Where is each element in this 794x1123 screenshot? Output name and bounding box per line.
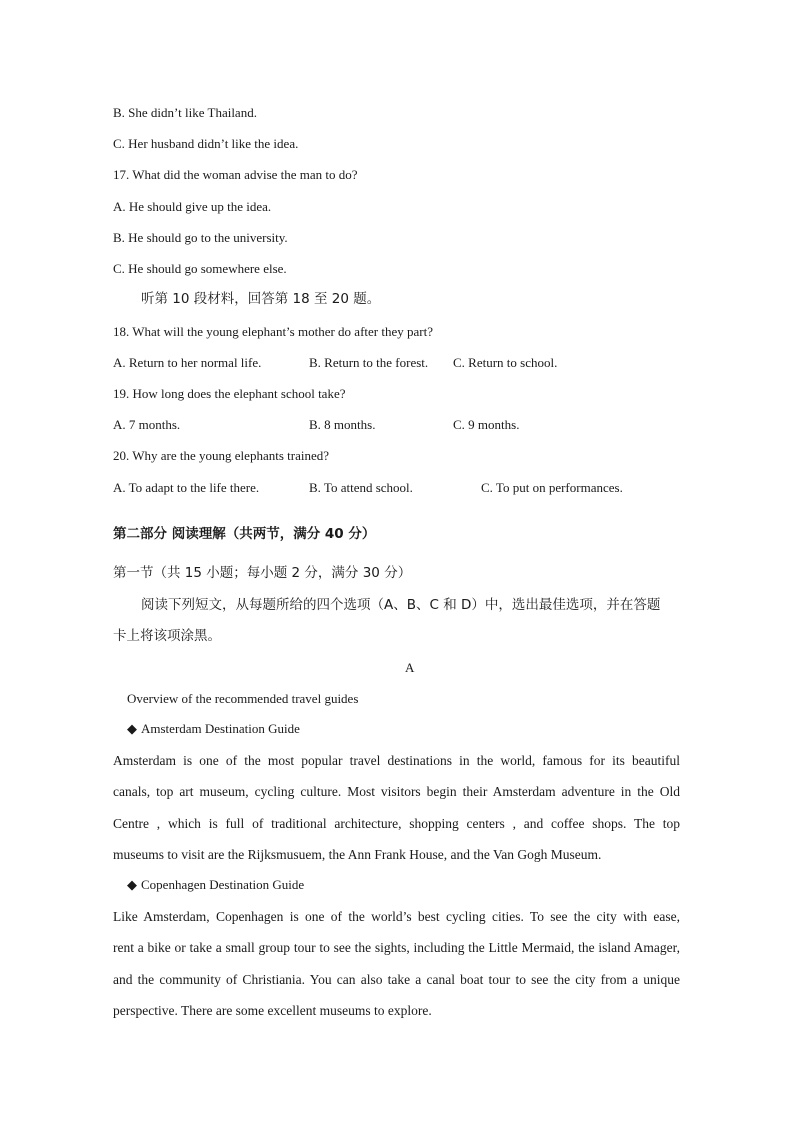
amsterdam-line-1: Amsterdam is one of the most popular travel destinations in the world, famous for its beautiful <box>113 753 680 768</box>
q17-option-a: A. He should give up the idea. <box>113 199 272 214</box>
section10-instruction: 听第 10 段材料，回答第 18 至 20 题。 <box>141 291 381 307</box>
q16-option-c: C. Her husband didn’t like the idea. <box>113 136 299 151</box>
q17-option-c: C. He should go somewhere else. <box>113 261 287 276</box>
copenhagen-line-4: perspective. There are some excellent museums to explore. <box>113 1003 432 1018</box>
amsterdam-heading-text: Amsterdam Destination Guide <box>141 721 300 736</box>
copenhagen-heading-text: Copenhagen Destination Guide <box>141 877 305 892</box>
passage-label: A <box>405 660 415 675</box>
q19-question: 19. How long does the elephant school take? <box>113 386 346 401</box>
amsterdam-heading <box>127 721 300 737</box>
q19-option-c: C. 9 months. <box>453 417 520 432</box>
q20-option-b: B. To attend school. <box>309 480 413 495</box>
q18-option-a: A. Return to her normal life. <box>113 355 262 370</box>
amsterdam-line-3: Centre , which is full of traditional architecture, shopping centers , and coffee shops. The top <box>113 816 680 831</box>
q19-option-a: A. 7 months. <box>113 417 181 432</box>
diamond-bullet-icon: ◆ <box>127 721 137 736</box>
q18-option-b: B. Return to the forest. <box>309 355 429 370</box>
diamond-bullet-icon: ◆ <box>127 877 137 892</box>
copenhagen-line-2: rent a bike or take a small group tour to see the sights, including the Little Mermaid, the island Amager, <box>113 940 680 955</box>
q17-question: 17. What did the woman advise the man to do? <box>113 167 358 182</box>
q20-question: 20. Why are the young elephants trained? <box>113 448 329 463</box>
amsterdam-line-4: museums to visit are the Rijksmusuem, the Ann Frank House, and the Van Gogh Museum. <box>113 847 602 862</box>
part-two-title: 第二部分 阅读理解（共两节，满分 40 分） <box>113 526 376 542</box>
q20-option-c: C. To put on performances. <box>481 480 623 495</box>
copenhagen-line-3: and the community of Christiania. You can also take a canal boat tour to see the city from a unique <box>113 972 680 987</box>
amsterdam-line-2: canals, top art museum, cycling culture. Most visitors begin their Amsterdam adventure in the Old <box>113 784 680 799</box>
q18-option-c: C. Return to school. <box>453 355 558 370</box>
copenhagen-line-1: Like Amsterdam, Copenhagen is one of the world’s best cycling cities. To see the city with ease, <box>113 909 680 924</box>
copenhagen-heading <box>127 877 304 893</box>
q17-option-b: B. He should go to the university. <box>113 230 288 245</box>
q16-option-b: B. She didn’t like Thailand. <box>113 105 257 120</box>
reading-instruction-line-2: 卡上将该项涂黑。 <box>113 628 221 644</box>
section-one-title: 第一节（共 15 小题；每小题 2 分，满分 30 分） <box>113 565 412 581</box>
reading-instruction-line-1: 阅读下列短文，从每题所给的四个选项（A、B、C 和 D）中，选出最佳选项，并在答题 <box>141 597 661 613</box>
q18-question: 18. What will the young elephant’s mother do after they part? <box>113 324 433 339</box>
overview-title: Overview of the recommended travel guides <box>127 691 359 706</box>
q19-option-b: B. 8 months. <box>309 417 376 432</box>
q20-option-a: A. To adapt to the life there. <box>113 480 260 495</box>
